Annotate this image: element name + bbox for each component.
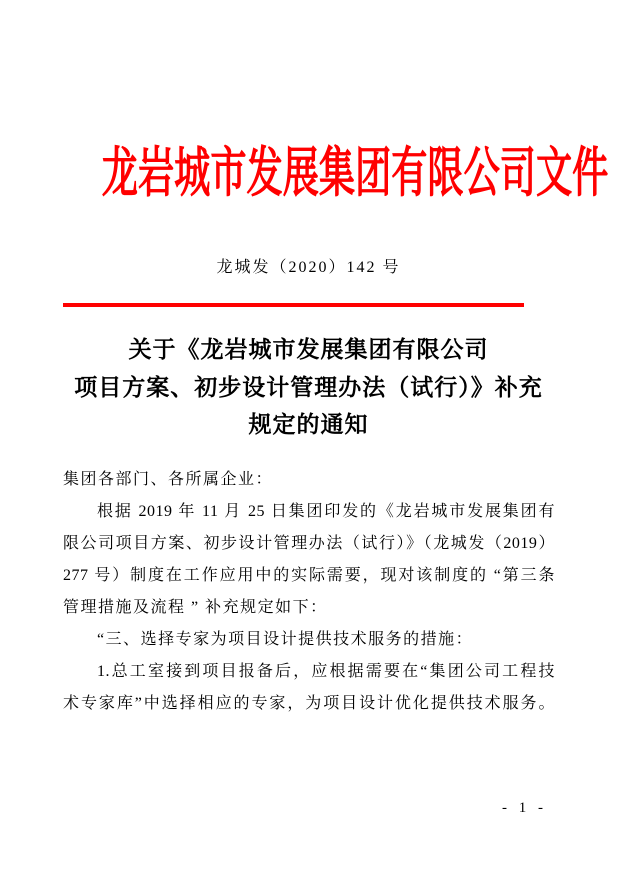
body-line: “三、选择专家为项目设计提供技术服务的措施： <box>97 631 474 648</box>
salutation: 集团各部门、各所属企业： <box>63 471 274 488</box>
red-divider-line <box>63 303 524 307</box>
body-line: 根据 2019 年 11 月 25 日集团印发的《龙岩城市发展集团有 <box>97 503 555 520</box>
notice-title-line-2: 项目方案、初步设计管理办法（试行）》补充 <box>74 374 543 400</box>
body-line: 术专家库”中选择相应的专家，为项目设计优化提供技术服务。 <box>63 695 555 712</box>
doc-number: 龙城发（2020）142 号 <box>216 259 401 276</box>
body-line: 1.总工室接到项目报备后，应根据需要在“集团公司工程技 <box>97 663 555 680</box>
body-line: 管理措施及流程 ” 补充规定如下： <box>63 599 328 616</box>
notice-title <box>0 331 617 444</box>
company-header-title: 龙岩城市发展集团有限公司文件 <box>101 143 609 203</box>
notice-title-line-3: 规定的通知 <box>248 412 369 437</box>
body-line: 限公司项目方案、初步设计管理办法（试行）》（龙城发（2019） <box>63 535 555 552</box>
body-line: 277 号）制度在工作应用中的实际需要，现对该制度的 “第三条 <box>63 567 555 584</box>
page-number: - 1 - <box>502 800 547 816</box>
notice-body <box>63 464 555 720</box>
notice-title-line-1: 关于《龙岩城市发展集团有限公司 <box>128 337 489 362</box>
